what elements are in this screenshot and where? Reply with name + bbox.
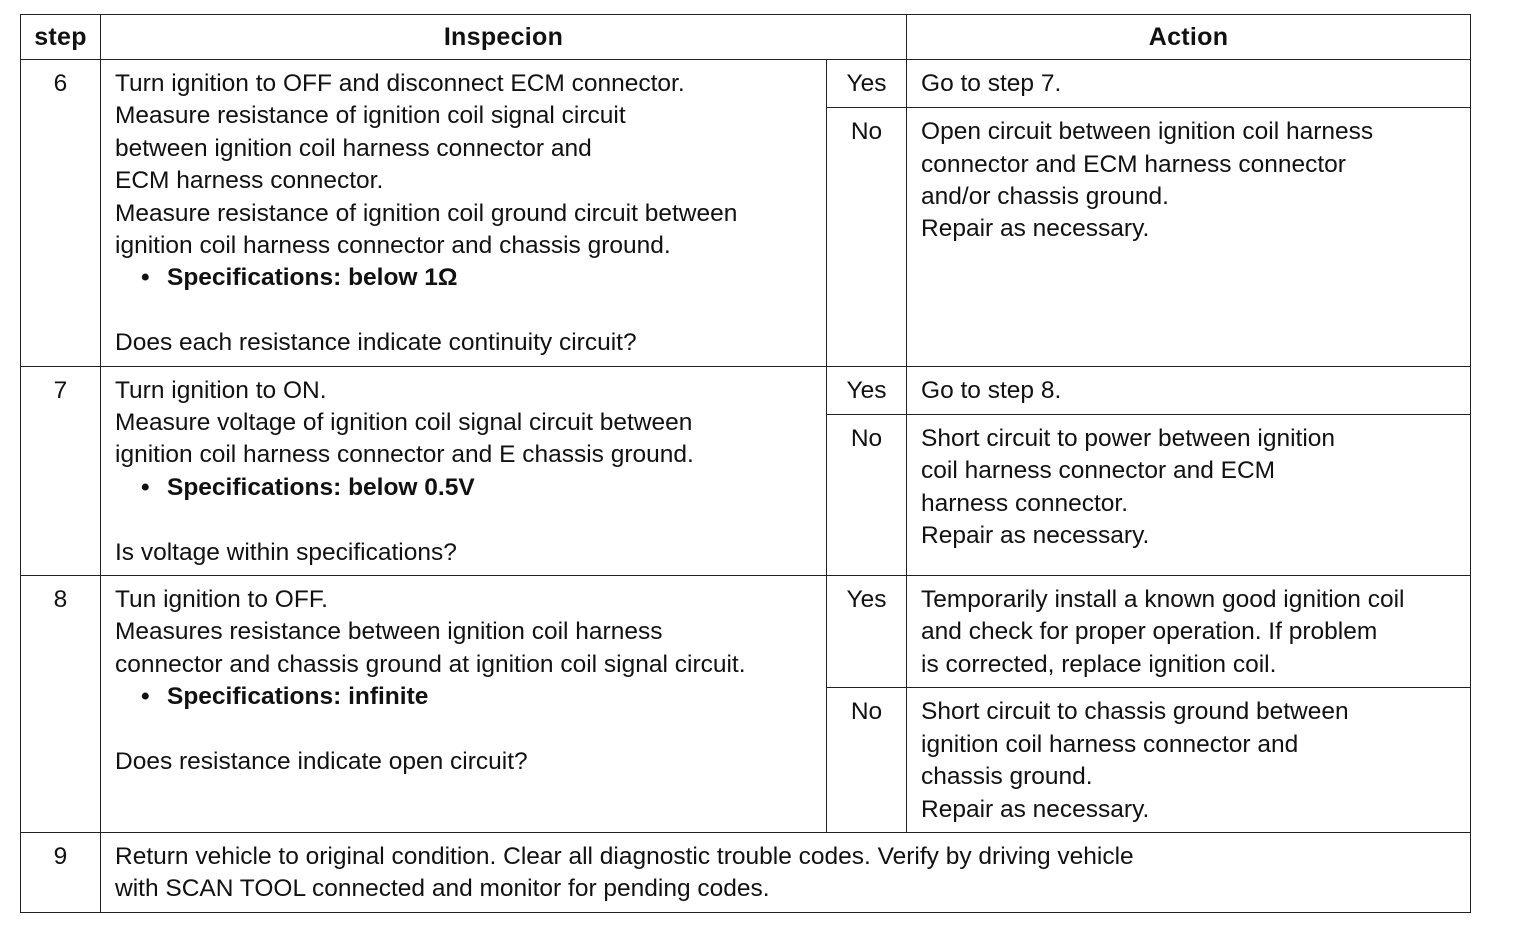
inspection-line: Turn ignition to OFF and disconnect ECM connector.: [115, 70, 685, 97]
action-line: Short circuit to power between ignition: [921, 424, 1336, 452]
no-label: No: [827, 688, 907, 833]
action-line: Repair as necessary.: [921, 215, 1150, 243]
action-line: connector and ECM harness connector: [921, 150, 1346, 178]
action-line: and check for proper operation. If problem: [921, 618, 1378, 646]
action-line: Go to step 8.: [921, 376, 1062, 404]
no-label: No: [827, 108, 907, 367]
bullet-icon: •: [141, 473, 150, 501]
inspection-line: Tun ignition to OFF.: [115, 586, 328, 614]
diagnostic-table-container: [20, 14, 1470, 913]
header-step: step: [21, 15, 101, 60]
specification: [115, 472, 816, 504]
specification: [115, 681, 816, 713]
action-line: chassis ground.: [921, 763, 1093, 791]
header-action: Action: [907, 15, 1471, 60]
action-line: ignition coil harness connector and: [921, 730, 1299, 758]
final-instruction-line: Return vehicle to original condition. Clear all diagnostic trouble codes. Verify by driving vehicle: [115, 842, 1134, 870]
yes-action: [907, 576, 1471, 688]
specification-text: Specifications: below 0.5V: [167, 473, 475, 501]
action-line: coil harness connector and ECM: [921, 457, 1276, 485]
step-number: 8: [21, 576, 101, 833]
final-instruction-cell: [101, 832, 1471, 912]
bullet-icon: •: [141, 683, 150, 711]
no-action: [907, 688, 1471, 833]
inspection-question: Does each resistance indicate continuity circuit?: [115, 329, 637, 357]
yes-label: Yes: [827, 576, 907, 688]
action-line: Short circuit to chassis ground between: [921, 698, 1349, 726]
diagnostic-table: [20, 14, 1471, 913]
action-line: is corrected, replace ignition coil.: [921, 650, 1277, 678]
action-line: Repair as necessary.: [921, 795, 1150, 823]
inspection-line: Measure resistance of ignition coil signal circuit: [115, 102, 626, 130]
inspection-line: Measure voltage of ignition coil signal circuit between: [115, 409, 693, 437]
specification-text: Specifications: below 1Ω: [167, 264, 458, 292]
table-row-step-7-yes: [21, 366, 1471, 414]
header-inspection: Inspecion: [101, 15, 907, 60]
action-line: Open circuit between ignition coil harness: [921, 118, 1374, 146]
inspection-question: Is voltage within specifications?: [115, 538, 457, 566]
inspection-line: connector and chassis ground at ignition coil signal circuit.: [115, 650, 746, 678]
inspection-cell: [101, 60, 827, 367]
no-action: [907, 414, 1471, 575]
header-row: [21, 15, 1471, 60]
action-line: Go to step 7.: [921, 70, 1062, 97]
final-instruction-line: with SCAN TOOL connected and monitor for pending codes.: [115, 875, 770, 903]
no-label: No: [827, 414, 907, 575]
table-row-step-9: [21, 832, 1471, 912]
step-number: 7: [21, 366, 101, 575]
no-action: [907, 108, 1471, 367]
step-number: 9: [21, 832, 101, 912]
inspection-line: ignition coil harness connector and chassis ground.: [115, 232, 671, 260]
specification-text: Specifications: infinite: [167, 683, 429, 711]
yes-action: [907, 366, 1471, 414]
yes-action: [907, 60, 1471, 108]
bullet-icon: •: [141, 264, 150, 292]
inspection-cell: [101, 576, 827, 833]
yes-label: Yes: [827, 60, 907, 108]
inspection-line: Measures resistance between ignition coil harness: [115, 618, 663, 646]
inspection-line: Measure resistance of ignition coil ground circuit between: [115, 199, 738, 227]
table-row-step-8-yes: [21, 576, 1471, 688]
specification: [115, 262, 816, 294]
action-line: Repair as necessary.: [921, 522, 1150, 550]
inspection-cell: [101, 366, 827, 575]
step-number: 6: [21, 60, 101, 367]
inspection-line: ignition coil harness connector and E chassis ground.: [115, 441, 694, 469]
inspection-question: Does resistance indicate open circuit?: [115, 748, 528, 776]
action-line: and/or chassis ground.: [921, 182, 1169, 210]
inspection-line: Turn ignition to ON.: [115, 376, 327, 404]
inspection-line: between ignition coil harness connector and: [115, 134, 592, 162]
action-line: harness connector.: [921, 489, 1129, 517]
yes-label: Yes: [827, 366, 907, 414]
table-body: [21, 60, 1471, 913]
inspection-line: ECM harness connector.: [115, 167, 384, 195]
action-line: Temporarily install a known good ignition coil: [921, 586, 1405, 614]
table-row-step-6-yes: [21, 60, 1471, 108]
